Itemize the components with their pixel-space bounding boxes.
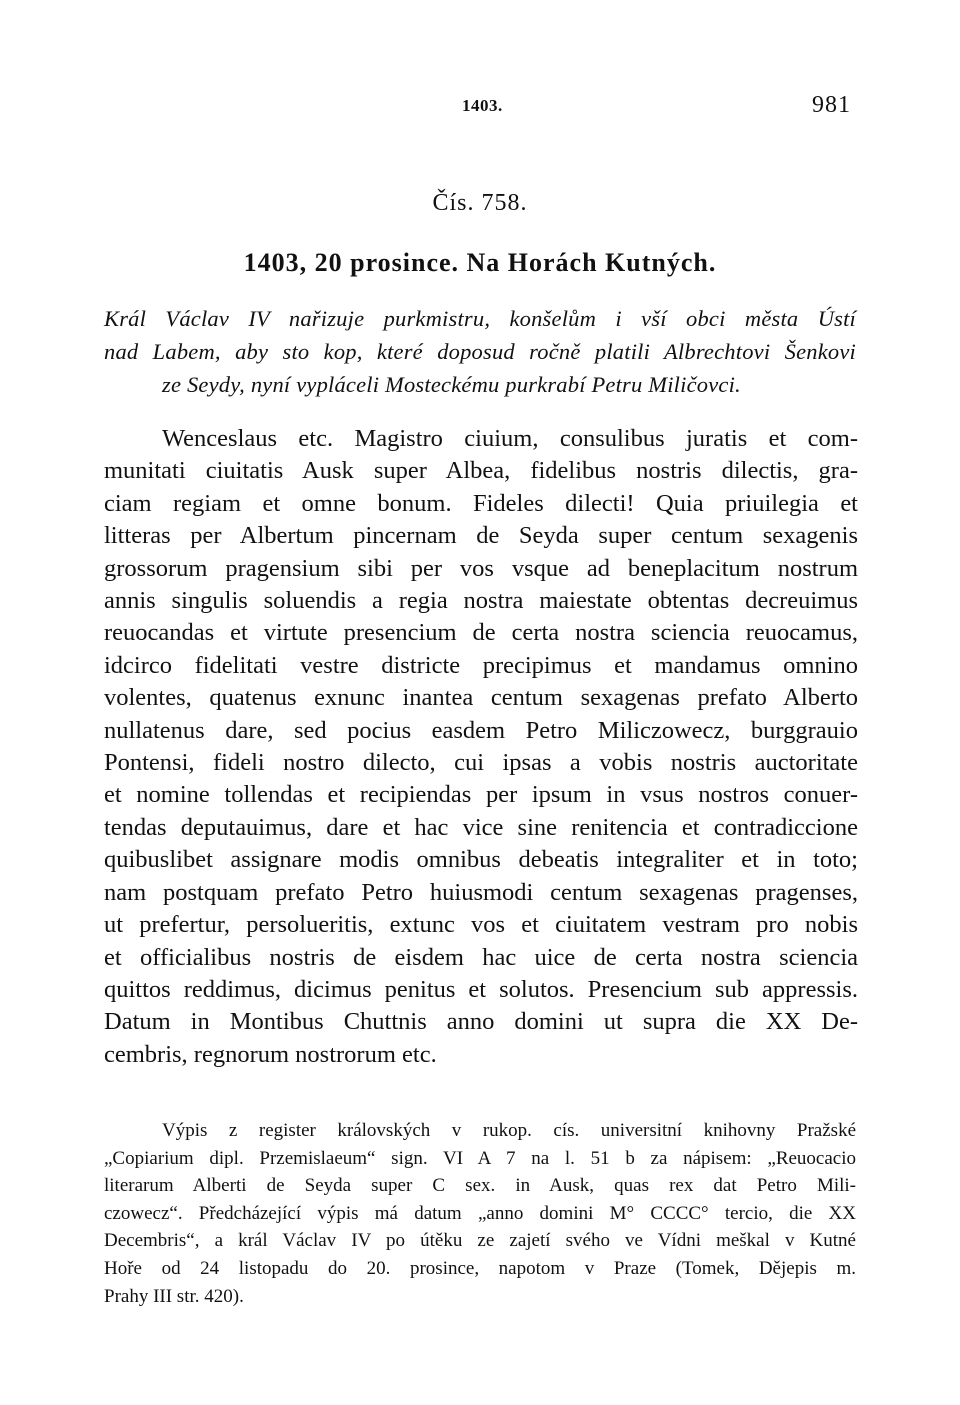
running-header <box>0 92 960 122</box>
body-line: ciam regiam et omne bonum. Fideles dilecti! Quia priuilegia et <box>104 489 858 517</box>
editorial-note <box>104 1117 856 1310</box>
summary-line: nad Labem, aby sto kop, které doposud ročně platili Albrechtovi Šenkovi <box>104 339 856 364</box>
body-line: idcirco fidelitati vestre districte precipimus et mandamus omnino <box>104 651 858 679</box>
body-line: cembris, regnorum nostrorum etc. <box>104 1040 437 1068</box>
czech-summary <box>104 302 856 401</box>
body-line: tendas deputauimus, dare et hac vice sine renitencia et contradiccione <box>104 813 858 841</box>
note-line: literarum Alberti de Seyda super C sex. in Ausk, quas rex dat Petro Mili- <box>104 1175 856 1197</box>
body-line: annis singulis soluendis a regia nostra maiestate obtentas decreuimus <box>104 587 858 615</box>
body-line: munitati ciuitatis Ausk super Albea, fidelibus nostris dilectis, gra- <box>104 457 858 485</box>
body-line: volentes, quatenus exnunc inantea centum sexagenas prefato Alberto <box>104 684 858 712</box>
body-line: Datum in Montibus Chuttnis anno domini ut supra die XX De- <box>104 1008 858 1036</box>
running-header-year: 1403. <box>462 96 503 115</box>
body-line: quittos reddimus, dicimus penitus et solutos. Presencium sub appressis. <box>104 975 858 1003</box>
body-line: et officialibus nostris de eisdem hac uice de certa nostra sciencia <box>104 943 858 971</box>
body-line: litteras per Albertum pincernam de Seyda super centum sexagenis <box>104 522 858 550</box>
body-line: Pontensi, fideli nostro dilecto, cui ipsas a vobis nostris auctoritate <box>104 749 858 777</box>
note-line: „Copiarium dipl. Przemislaeum“ sign. VI A 7 na l. 51 b za nápisem: „Reuocacio <box>104 1147 856 1169</box>
body-line: nullatenus dare, sed pocius easdem Petro Miliczowecz, burggrauio <box>104 716 858 744</box>
note-line: czowecz“. Předcházející výpis má datum „anno domini M° CCCC° tercio, die XX <box>104 1202 856 1224</box>
note-line: Výpis z register královských v rukop. cís. universitní knihovny Pražské <box>162 1120 856 1141</box>
body-line: Wenceslaus etc. Magistro ciuium, consulibus juratis et com- <box>162 425 858 452</box>
body-line: nam postquam prefato Petro huiusmodi centum sexagenas pragenses, <box>104 878 858 906</box>
latin-charter-text <box>104 423 858 1071</box>
note-line: Decembris“, a král Václav IV po útěku ze zajetí svého ve Vídni meškal v Kutné <box>104 1230 856 1252</box>
body-line: grossorum pragensium sibi per vos vsque ad beneplacitum nostrum <box>104 554 858 582</box>
page-number: 981 <box>812 92 851 118</box>
summary-line: Král Václav IV nařizuje purkmistru, konšelům i vší obci města Ústí <box>104 306 856 331</box>
body-line: et nomine tollendas et recipiendas per ipsum in vsus nostros conuer- <box>104 781 858 809</box>
note-line: Hoře od 24 listopadu do 20. prosince, napotom v Praze (Tomek, Dějepis m. <box>104 1257 856 1279</box>
document-dateline: 1403, 20 prosince. Na Horách Kutných. <box>243 248 717 277</box>
note-line: Prahy III str. 420). <box>104 1285 244 1307</box>
body-line: quibuslibet assignare modis omnibus debeatis integraliter et in toto; <box>104 846 858 874</box>
document-number: Čís. 758. <box>432 190 528 216</box>
summary-line: ze Seydy, nyní vypláceli Mosteckému purkrabí Petru Miličovci. <box>162 372 741 397</box>
body-line: reuocandas et virtute presencium de certa nostra sciencia reuocamus, <box>104 619 858 647</box>
body-line: ut prefertur, persolueritis, extunc vos et ciuitatem vestram pro nobis <box>104 911 858 939</box>
